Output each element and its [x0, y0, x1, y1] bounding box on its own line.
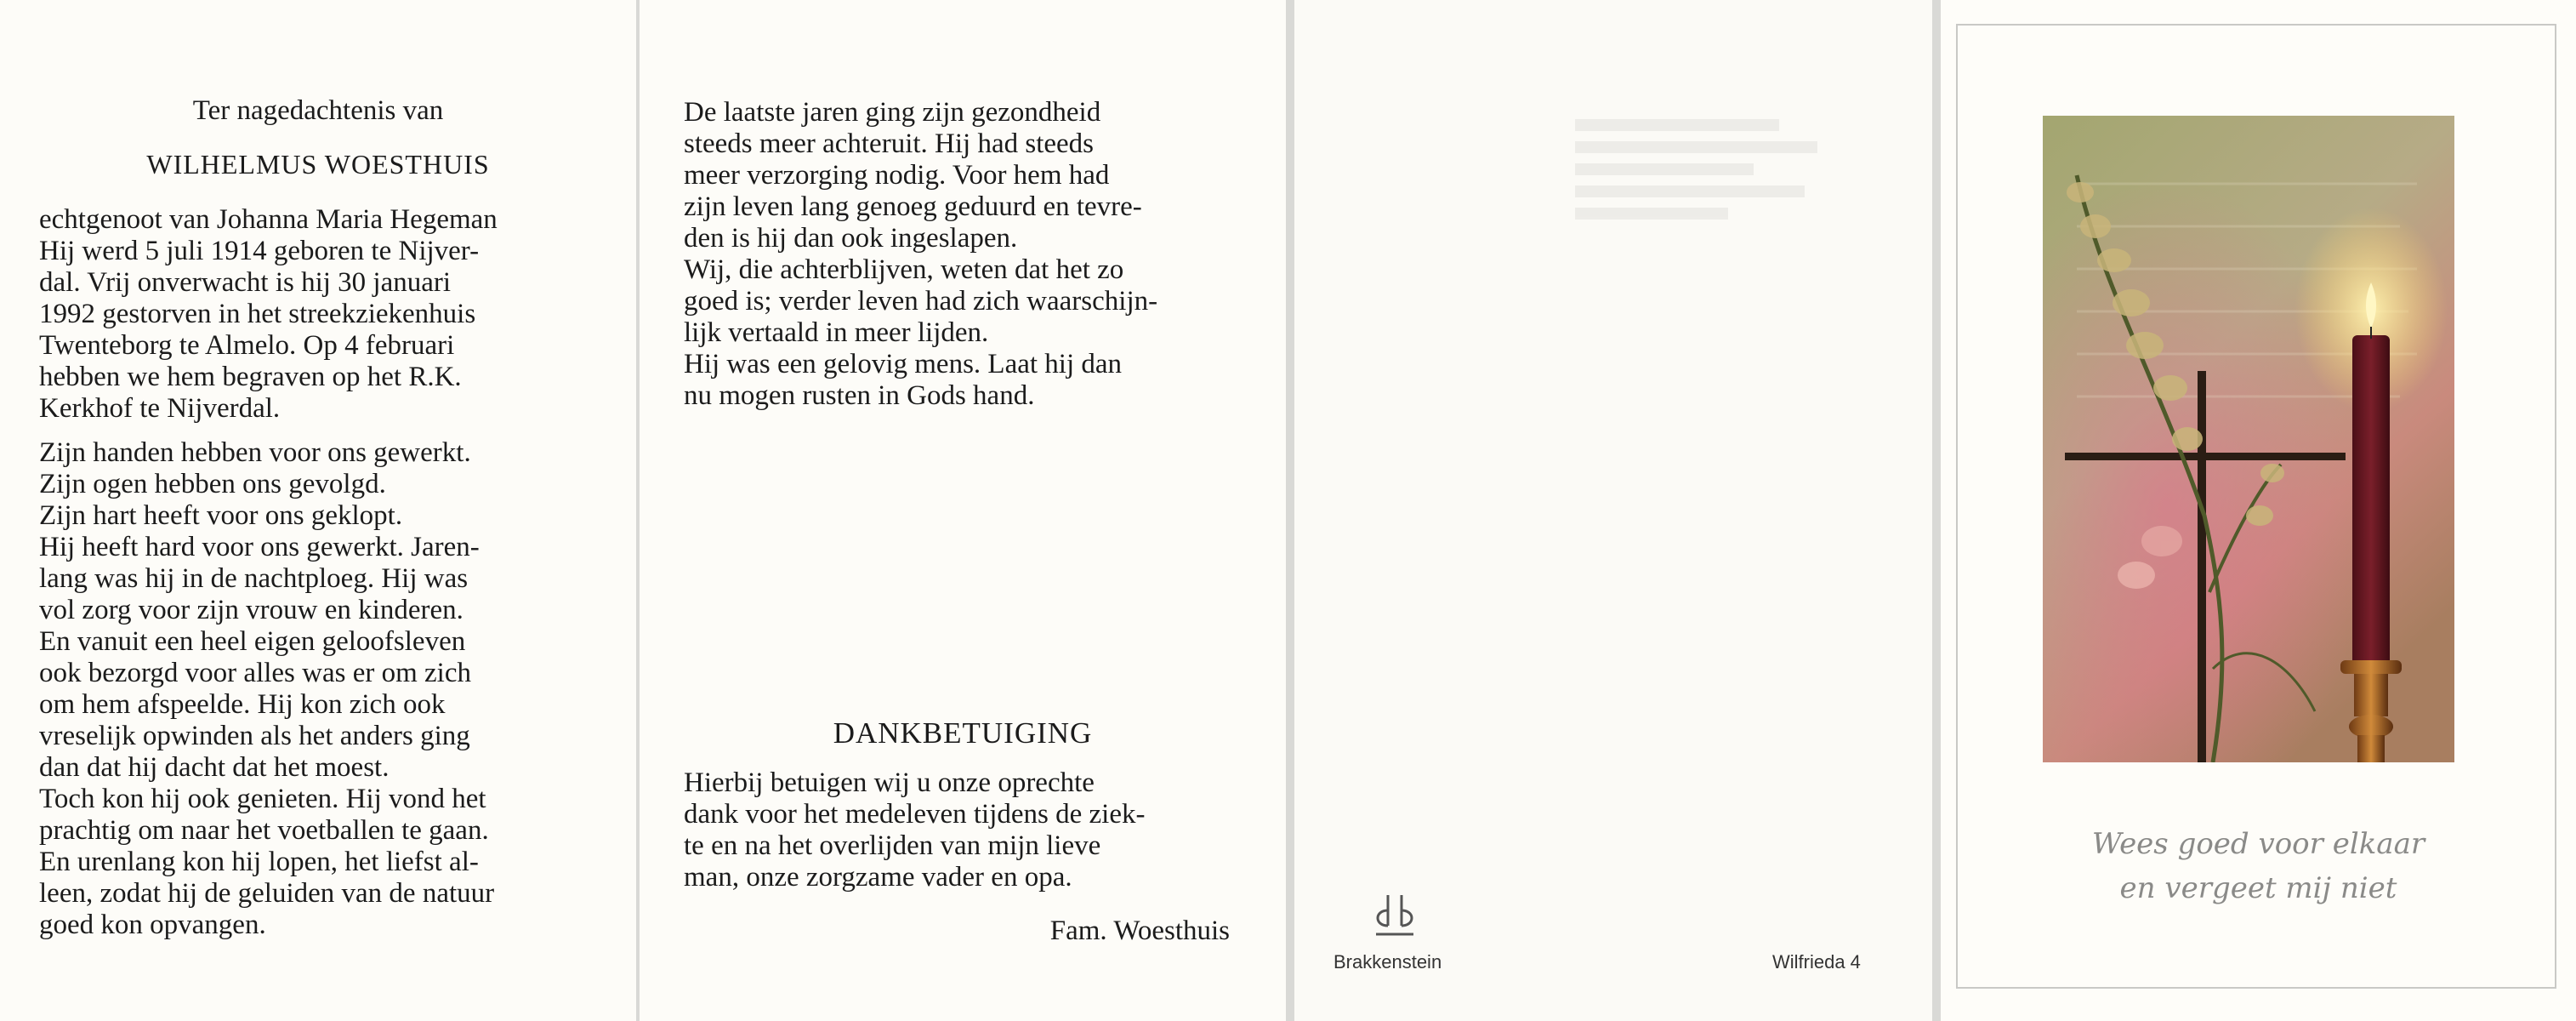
family-signature: Fam. Woesthuis	[1049, 915, 1230, 946]
bio-line: echtgenoot van Johanna Maria Hegeman	[39, 204, 498, 235]
final-years-line: steeds meer achteruit. Hij had steeds	[684, 128, 1094, 159]
acknowledgement-text	[684, 767, 1245, 893]
final-years-line: Wij, die achterblijven, weten dat het zo	[684, 254, 1124, 285]
cross-flower-candle-photo	[2043, 116, 2454, 762]
final-years-line: goed is; verder leven had zich waarschijn-	[684, 286, 1158, 317]
tribute-line: En urenlang kon hij lopen, het liefst al-	[39, 847, 479, 877]
motto-line: Wees goed voor elkaar	[2091, 827, 2425, 861]
tribute-line: Toch kon hij ook genieten. Hij vond het	[39, 784, 486, 814]
tribute-line: dan dat hij dacht dat het moest.	[39, 752, 390, 783]
biography-text	[39, 204, 583, 425]
final-years-line: De laatste jaren ging zijn gezondheid	[684, 97, 1101, 128]
bio-line: Kerkhof te Nijverdal.	[39, 393, 281, 424]
brakkenstein-logo-icon	[1371, 892, 1419, 943]
bio-line: Hij werd 5 juli 1914 geboren te Nijver-	[39, 236, 480, 266]
tribute-line: Hij heeft hard voor ons gewerkt. Jaren-	[39, 532, 480, 562]
motto	[1941, 822, 2576, 910]
tribute-line: Zijn handen hebben voor ons gewerkt.	[39, 437, 471, 468]
show-through-text	[1575, 119, 1830, 230]
acknowledgement-line: dank voor het medeleven tijdens de ziek-	[684, 799, 1146, 830]
tribute-line: om hem afspeelde. Hij kon zich ook	[39, 689, 446, 720]
acknowledgement-heading: DANKBETUIGING	[833, 716, 1093, 750]
final-years-text	[684, 97, 1245, 412]
tribute-line: vreselijk opwinden als het anders ging	[39, 721, 470, 751]
bio-line: hebben we hem begraven op het R.K.	[39, 362, 462, 392]
tribute-line: goed kon opvangen.	[39, 910, 266, 940]
tribute-line: ook bezorgd voor alles was er om zich	[39, 658, 471, 688]
acknowledgement-line: man, onze zorgzame vader en opa.	[684, 862, 1072, 893]
tribute-line: vol zorg voor zijn vrouw en kinderen.	[39, 595, 463, 625]
card-code: Wilfrieda 4	[1772, 951, 1861, 973]
acknowledgement-line: Hierbij betuigen wij u onze oprechte	[684, 767, 1095, 798]
final-years-line: nu mogen rusten in Gods hand.	[684, 380, 1035, 411]
final-years-line: den is hij dan ook ingeslapen.	[684, 223, 1018, 254]
memorial-intro: Ter nagedachtenis van	[192, 95, 444, 126]
tribute-line: Zijn hart heeft voor ons geklopt.	[39, 500, 403, 531]
tribute-text	[39, 437, 583, 941]
final-years-line: Hij was een gelovig mens. Laat hij dan	[684, 349, 1123, 379]
tribute-line: leen, zodat hij de geluiden van de natuur	[39, 878, 495, 909]
bio-line: dal. Vrij onverwacht is hij 30 januari	[39, 267, 452, 298]
tribute-line: Zijn ogen hebben ons gevolgd.	[39, 469, 386, 499]
inside-left-panel	[0, 0, 636, 1021]
acknowledgement-line: te en na het overlijden van mijn lieve	[684, 830, 1101, 861]
bio-line: Twenteborg te Almelo. Op 4 februari	[39, 330, 455, 361]
tribute-line: En vanuit een heel eigen geloofsleven	[39, 626, 466, 657]
final-years-line: lijk vertaald in meer lijden.	[684, 317, 989, 348]
tribute-line: lang was hij in de nachtploeg. Hij was	[39, 563, 469, 594]
publisher-name: Brakkenstein	[1333, 951, 1442, 973]
deceased-name: WILHELMUS WOESTHUIS	[146, 149, 490, 180]
final-years-line: zijn leven lang genoeg geduurd en tevre-	[684, 191, 1142, 222]
motto-line: en vergeet mij niet	[2119, 871, 2397, 905]
bio-line: 1992 gestorven in het streekziekenhuis	[39, 299, 476, 329]
final-years-line: meer verzorging nodig. Voor hem had	[684, 160, 1110, 191]
front-panel	[1941, 0, 2576, 1021]
tribute-line: prachtig om naar het voetballen te gaan.	[39, 815, 489, 846]
back-panel	[1294, 0, 1932, 1021]
inside-right-panel	[640, 0, 1286, 1021]
